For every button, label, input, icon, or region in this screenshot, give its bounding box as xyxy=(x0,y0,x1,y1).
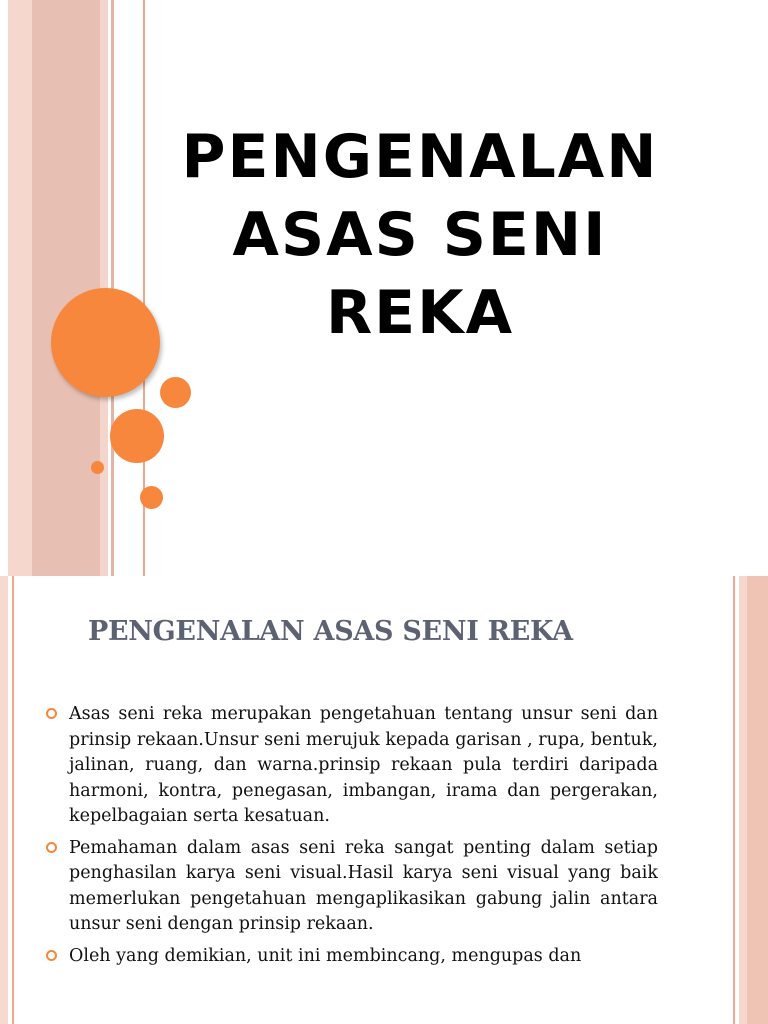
slide-heading: PENGENALAN ASAS SENI REKA xyxy=(88,616,573,647)
circle-bullet-icon xyxy=(46,950,57,961)
circle-bullet-icon xyxy=(46,842,57,853)
right-stripe-mid xyxy=(747,576,768,1024)
circle-bullet-icon xyxy=(46,708,57,719)
bullet-text: Pemahaman dalam asas seni reka sangat penting dalam setiap penghasilan karya seni visual.Hasil karya seni visual yang baik memerlukan pengetahuan mengaplikasikan gabung jalin antara unsur seni dengan prinsip rekaan. xyxy=(69,837,658,934)
left-stripe-mid xyxy=(32,0,100,576)
decorative-circle-small xyxy=(140,486,163,509)
title-line: ASAS SENI xyxy=(232,200,608,270)
left-stripe-pale xyxy=(0,576,8,1024)
decorative-circle-small xyxy=(160,377,191,408)
left-stripe-line xyxy=(12,576,14,1024)
bullet-list xyxy=(44,702,658,975)
title-line: PENGENALAN xyxy=(181,122,659,192)
decorative-circle-large xyxy=(51,288,160,397)
decorative-circle-tiny xyxy=(91,461,104,474)
list-item xyxy=(44,836,658,938)
list-item xyxy=(44,944,658,970)
decorative-circle-medium xyxy=(110,409,164,463)
slide-title xyxy=(170,118,670,352)
bullet-text: Oleh yang demikian, unit ini membincang, mengupas dan xyxy=(69,945,582,966)
right-stripe-light xyxy=(739,576,747,1024)
content-slide xyxy=(0,576,768,1024)
right-stripe-line xyxy=(733,576,735,1024)
title-line: REKA xyxy=(325,278,515,348)
list-item xyxy=(44,702,658,830)
bullet-text: Asas seni reka merupakan pengetahuan tentang unsur seni dan prinsip rekaan.Unsur seni merujuk kepada garisan , rupa, bentuk, jalinan, ruang, dan warna.prinsip rekaan pula terdiri daripada harmoni, kontra, penegasan, imbangan, irama dan pergerakan, kepelbagaian serta kesatuan. xyxy=(69,704,658,826)
left-stripe-light xyxy=(8,0,32,576)
